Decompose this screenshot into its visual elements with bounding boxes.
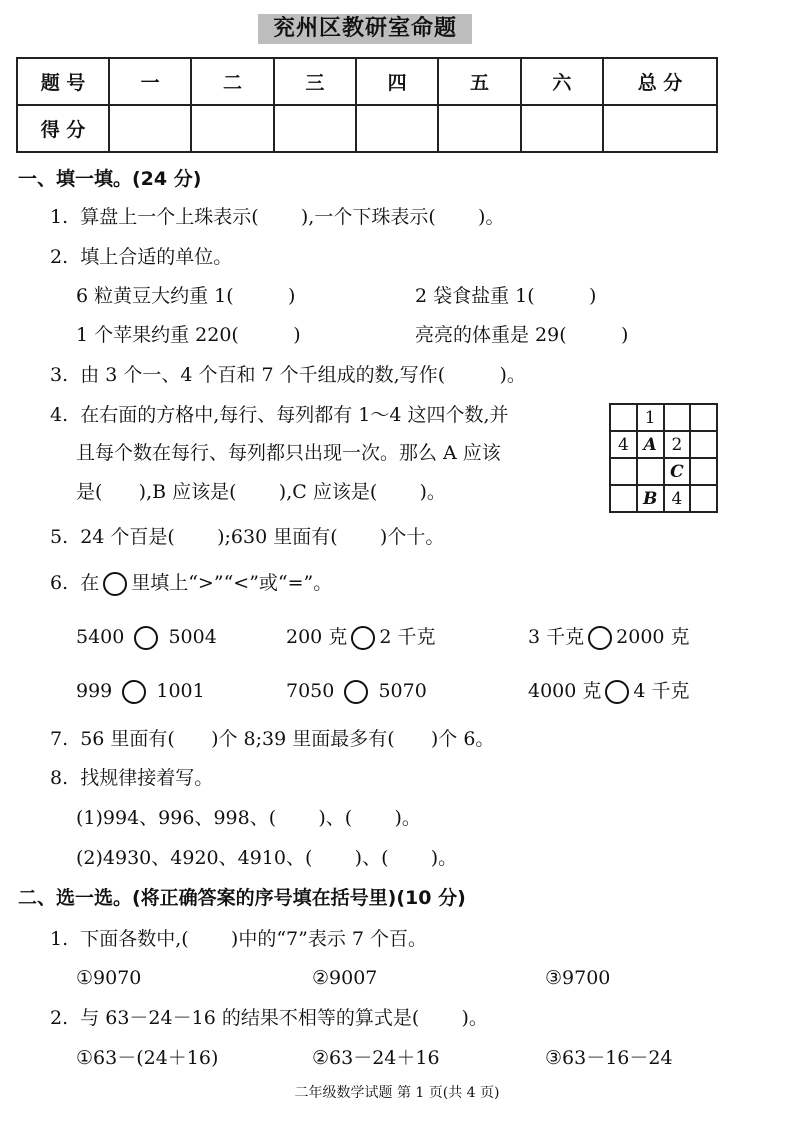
compare-circle-icon[interactable] [605,680,629,704]
question-1: 1. 算盘上一个上珠表示( ),一个下珠表示( )。 [50,206,505,228]
compare-left: 999 [76,680,113,702]
question-4-line2: 且每个数在每行、每列都只出现一次。那么 A 应该 [76,442,501,464]
compare-circle-icon[interactable] [351,626,375,650]
question-3: 3. 由 3 个一、4 个百和 7 个千组成的数,写作( )。 [50,364,526,386]
score-input-cell[interactable] [191,105,273,152]
compare-circle-icon[interactable] [122,680,146,704]
score-table-header-row [17,58,717,105]
question-6-prefix: 6. 在 [50,572,100,594]
question-2d: 亮亮的体重是 29( ) [415,324,629,346]
score-input-cell[interactable] [274,105,356,152]
choice-option: ③9700 [545,967,611,989]
grid-cell [690,431,717,458]
choice-question-1: 1. 下面各数中,( )中的“7”表示 7 个百。 [50,928,428,950]
question-8: 8. 找规律接着写。 [50,767,214,789]
section2-heading: 二、选一选。(将正确答案的序号填在括号里)(10 分) [18,887,466,909]
choice-question-2: 2. 与 63－24－16 的结果不相等的算式是( )。 [50,1007,488,1029]
page-footer: 二年级数学试题 第 1 页(共 4 页) [294,1085,500,1101]
question-8b: (2)4930、4920、4910、( )、( )。 [76,847,458,869]
section1-heading: 一、填一填。(24 分) [18,168,202,190]
compare-left: 4000 克 [528,680,602,702]
grid-cell: 1 [637,404,664,431]
choice-option: ①63－(24＋16) [76,1047,219,1069]
score-header-cell: 题 号 [17,58,109,105]
grid-cell: 4 [610,431,637,458]
question-6 [50,570,332,596]
compare-right: 2000 克 [616,626,690,648]
score-table [16,57,718,153]
compare-circle-icon [103,572,127,596]
grid-cell [664,404,691,431]
grid-cell [690,404,717,431]
compare-left: 7050 [286,680,335,702]
question-7: 7. 56 里面有( )个 8;39 里面最多有( )个 6。 [50,728,495,750]
score-input-cell[interactable] [109,105,191,152]
compare-item [76,678,205,704]
compare-item [528,678,690,704]
score-input-cell[interactable] [356,105,438,152]
question-2b: 2 袋食盐重 1( ) [415,285,597,307]
grid-cell [610,458,637,485]
question-4-line1: 4. 在右面的方格中,每行、每列都有 1～4 这四个数,并 [50,404,509,426]
score-header-cell: 总 分 [603,58,717,105]
compare-item [286,624,435,650]
choice-option: ①9070 [76,967,142,989]
question-4-line3: 是( ),B 应该是( ),C 应该是( )。 [76,481,446,503]
compare-item [528,624,690,650]
number-grid [609,403,718,513]
question-2c: 1 个苹果约重 220( ) [76,324,301,346]
grid-cell-c: C [664,458,691,485]
score-input-cell[interactable] [521,105,603,152]
compare-circle-icon[interactable] [344,680,368,704]
compare-right: 5004 [168,626,217,648]
grid-cell [610,404,637,431]
score-header-cell: 六 [521,58,603,105]
compare-right: 2 千克 [379,626,436,648]
grid-cell-a: A [637,431,664,458]
grid-cell-b: B [637,485,664,512]
question-8a: (1)994、996、998、( )、( )。 [76,807,421,829]
score-input-cell[interactable] [438,105,520,152]
compare-right: 1001 [156,680,205,702]
choice-option: ②63－24＋16 [312,1047,440,1069]
question-2a: 6 粒黄豆大约重 1( ) [76,285,296,307]
compare-item [286,678,427,704]
grid-cell [610,485,637,512]
question-6-suffix: 里填上“>”“<”或“=”。 [131,572,333,594]
compare-left: 3 千克 [528,626,585,648]
grid-cell [690,458,717,485]
exam-title: 兖州区教研室命题 [258,14,472,44]
grid-cell: 2 [664,431,691,458]
score-input-cell[interactable] [603,105,717,152]
question-5: 5. 24 个百是( );630 里面有( )个十。 [50,526,445,548]
compare-right: 5070 [378,680,427,702]
score-header-cell: 一 [109,58,191,105]
score-header-cell: 三 [274,58,356,105]
score-table-score-row [17,105,717,152]
compare-circle-icon[interactable] [588,626,612,650]
choice-option: ③63－16－24 [545,1047,673,1069]
score-row-label: 得 分 [17,105,109,152]
score-header-cell: 四 [356,58,438,105]
question-2: 2. 填上合适的单位。 [50,246,233,268]
choice-option: ②9007 [312,967,378,989]
grid-cell: 4 [664,485,691,512]
grid-cell [690,485,717,512]
compare-item [76,624,217,650]
score-header-cell: 二 [191,58,273,105]
compare-left: 200 克 [286,626,348,648]
grid-cell [637,458,664,485]
compare-right: 4 千克 [633,680,690,702]
compare-left: 5400 [76,626,125,648]
compare-circle-icon[interactable] [134,626,158,650]
score-header-cell: 五 [438,58,520,105]
